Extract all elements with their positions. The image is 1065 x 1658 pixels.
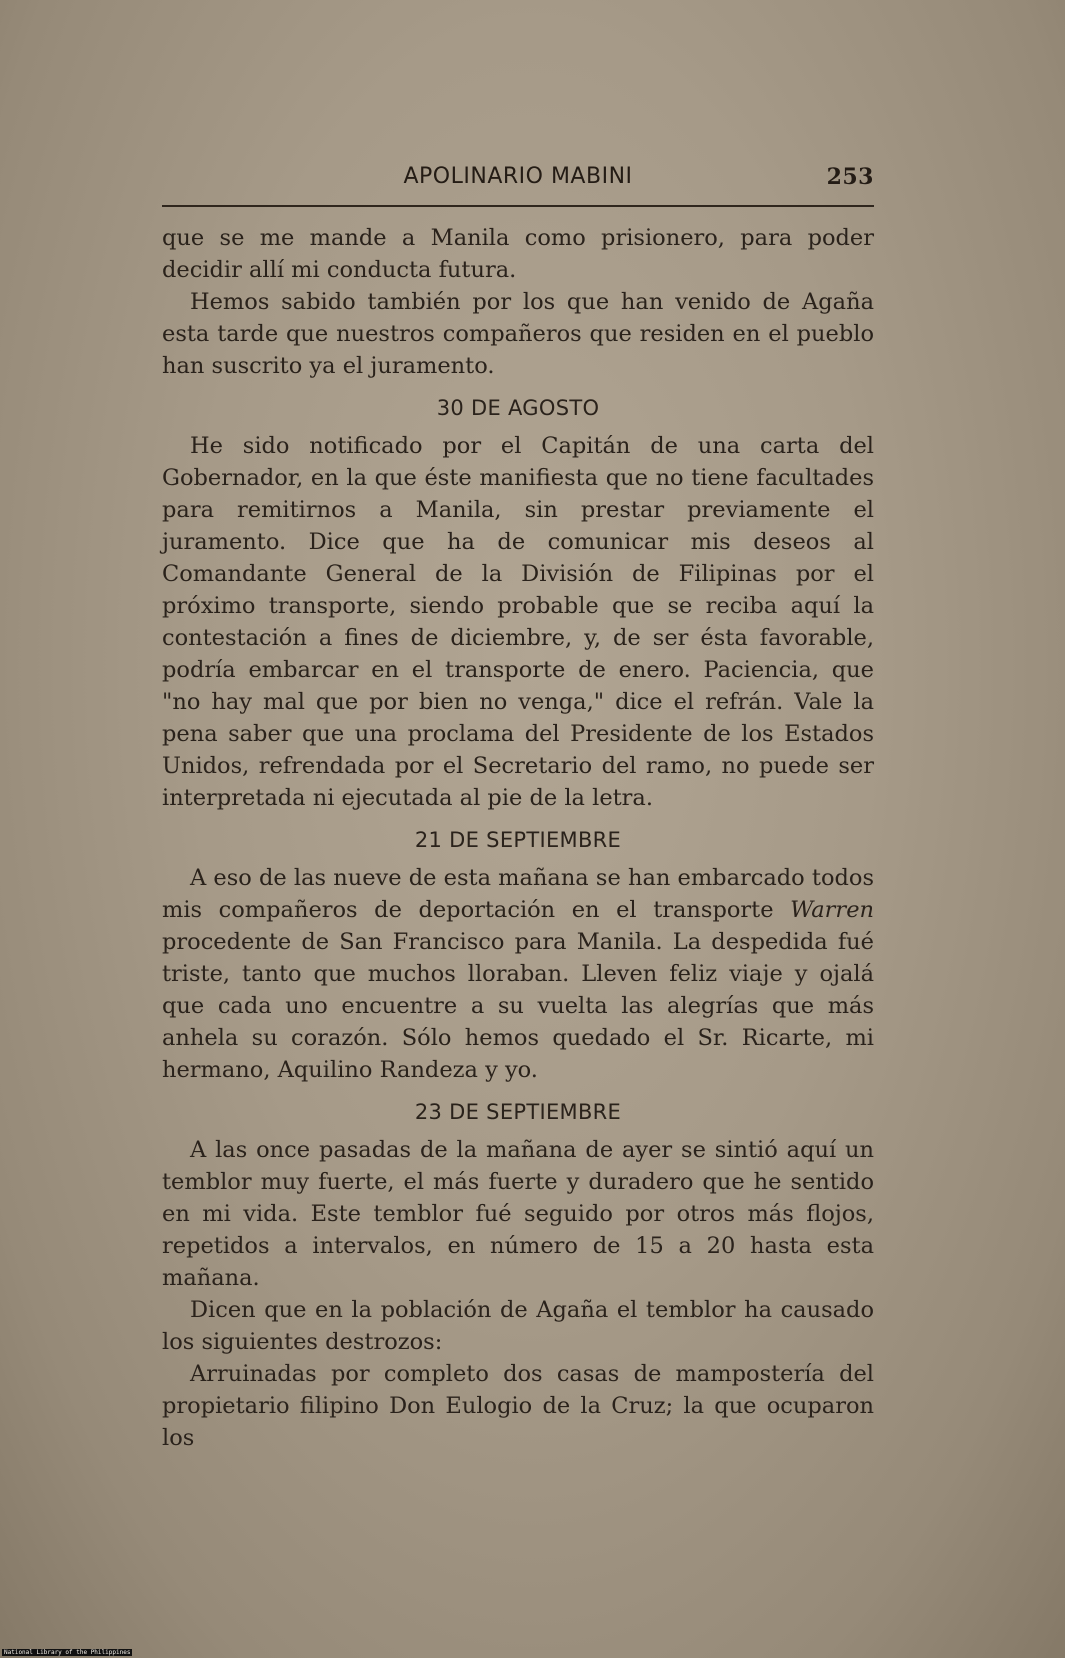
running-head-title: APOLINARIO MABINI — [403, 164, 633, 189]
ship-name: Warren — [790, 897, 874, 923]
paragraph-continued: que se me mande a Manila como prisionero, para poder decidir allí mi conducta futura. — [162, 225, 874, 283]
running-head — [162, 164, 874, 200]
section-heading-21-septiembre: 21 DE SEPTIEMBRE — [414, 828, 622, 852]
library-credit: National Library of the Philippines — [4, 1649, 131, 1656]
paragraph: Hemos sabido también por los que han venido de Agaña esta tarde que nuestros compañeros que residen en el pueblo han suscrito ya el juramento. — [162, 289, 874, 379]
paragraph: Arruinadas por completo dos casas de mampostería del propietario filipino Don Eulogio de la Cruz; la que ocuparon los — [162, 1361, 874, 1451]
paragraph: Dicen que en la población de Agaña el temblor ha causado los siguientes destrozos: — [162, 1297, 874, 1355]
paragraph: A las once pasadas de la mañana de ayer se sintió aquí un temblor muy fuerte, el más fuerte y duradero que he sentido en mi vida. Este temblor fué seguido por otros más flojos, repetidos a intervalos, en número de 15 a 20 hasta esta mañana. — [162, 1137, 874, 1291]
header-rule — [162, 205, 874, 207]
section-heading-30-agosto: 30 DE AGOSTO — [436, 396, 600, 420]
section-heading-23-septiembre: 23 DE SEPTIEMBRE — [414, 1100, 622, 1124]
body-text — [162, 222, 874, 1454]
page-number: 253 — [826, 164, 874, 190]
paragraph-warren — [162, 862, 874, 1086]
paragraph-text: procedente de San Francisco para Manila. La despedida fué triste, tanto que muchos lloraban. Lleven feliz viaje y ojalá que cada uno encuentre a su vuelta las alegrías que más anhela su corazón. Sólo hemos quedado el Sr. Ricarte, mi hermano, Aquilino Randeza y yo. — [162, 929, 874, 1083]
paragraph: He sido notificado por el Capitán de una carta del Gobernador, en la que éste manifiesta que no tiene facultades para remitirnos a Manila, sin prestar previamente el juramento. Dice que ha de comunicar mis deseos al Comandante General de la División de Filipinas por el próximo transporte, siendo probable que se reciba aquí la contestación a fines de diciembre, y, de ser ésta favorable, podría embarcar en el transporte de enero. Paciencia, que "no hay mal que por bien no venga," dice el refrán. Vale la pena saber que una proclama del Presidente de los Estados Unidos, refrendada por el Secretario del ramo, no puede ser interpretada ni ejecutada al pie de la letra. — [162, 433, 874, 811]
paragraph-text: A eso de las nueve de esta mañana se han embarcado todos mis compañeros de deportación en el transporte — [162, 865, 874, 923]
